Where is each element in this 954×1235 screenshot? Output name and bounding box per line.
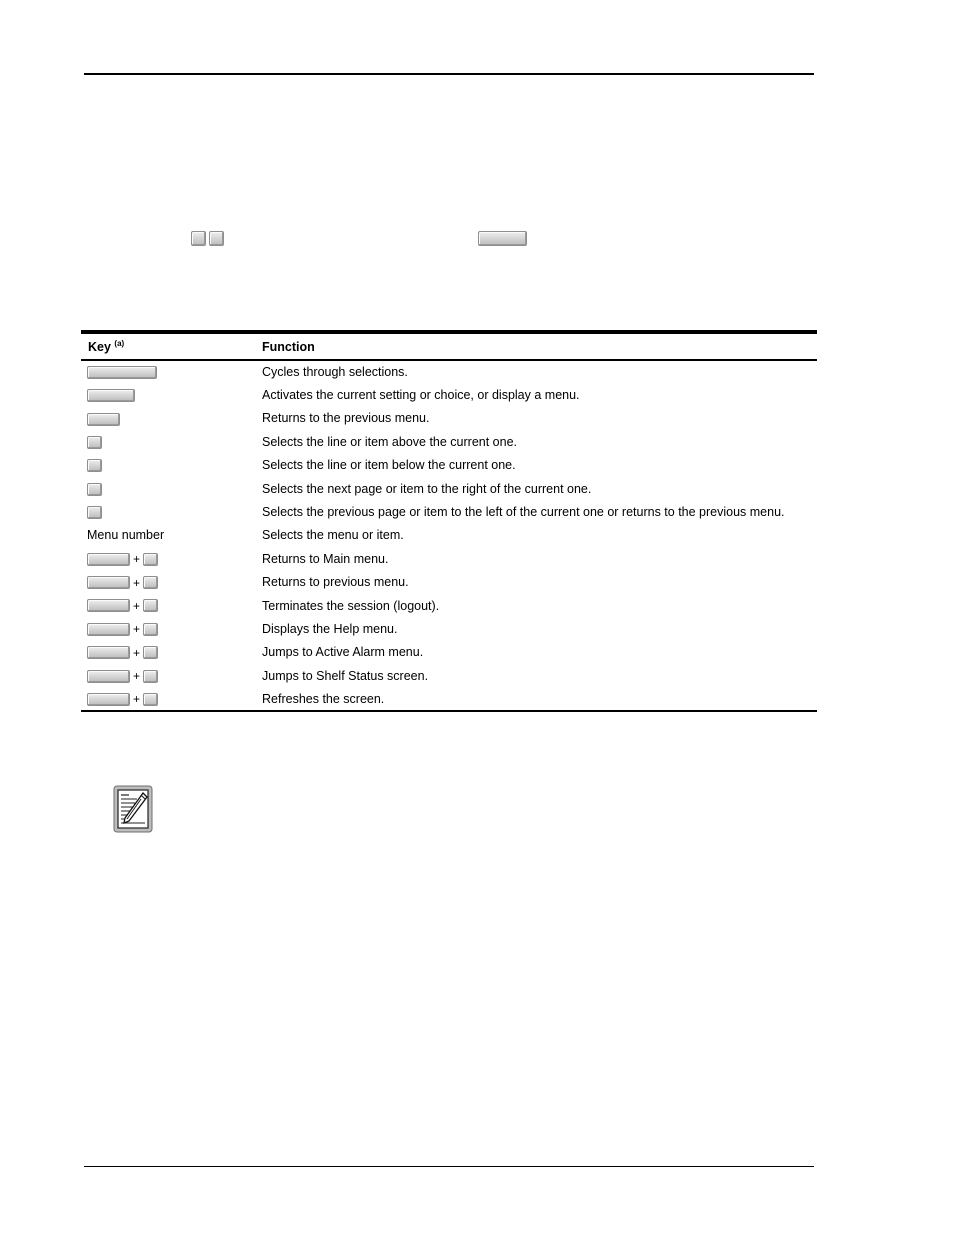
column-header-function: Function bbox=[262, 332, 817, 360]
keycap-icon bbox=[87, 413, 120, 426]
table-row bbox=[81, 383, 817, 406]
plus-sign: + bbox=[133, 645, 141, 660]
table-row bbox=[81, 641, 817, 664]
keycap-icon bbox=[478, 231, 527, 246]
table-row bbox=[81, 477, 817, 500]
function-cell: Returns to the previous menu. bbox=[262, 411, 430, 426]
table-row bbox=[81, 360, 817, 383]
function-cell: Returns to previous menu. bbox=[262, 575, 409, 590]
keycap-icon bbox=[87, 506, 102, 519]
table-row bbox=[81, 617, 817, 640]
function-cell: Jumps to Shelf Status screen. bbox=[262, 668, 429, 683]
keycap-icon bbox=[87, 576, 130, 589]
function-cell: Jumps to Active Alarm menu. bbox=[262, 645, 424, 660]
keycap-icon bbox=[143, 599, 158, 612]
plus-sign: + bbox=[133, 692, 141, 707]
function-cell: Activates the current setting or choice, or display a menu. bbox=[262, 388, 580, 403]
plus-sign: + bbox=[133, 575, 141, 590]
keyboard-function-table bbox=[81, 330, 817, 712]
function-cell: Cycles through selections. bbox=[262, 365, 408, 380]
keycap-icon bbox=[87, 366, 157, 379]
function-cell: Selects the line or item below the current one. bbox=[262, 458, 516, 473]
footer-rule bbox=[84, 1166, 814, 1167]
table-row bbox=[81, 547, 817, 570]
keycap-icon bbox=[143, 670, 158, 683]
plus-sign: + bbox=[133, 622, 141, 637]
table-row bbox=[81, 571, 817, 594]
keycap-icon bbox=[87, 623, 130, 636]
function-cell: Selects the previous page or item to the left of the current one or returns to the previous menu. bbox=[262, 505, 785, 520]
keycap-icon bbox=[87, 553, 130, 566]
function-cell: Displays the Help menu. bbox=[262, 621, 398, 636]
keycap-icon bbox=[143, 646, 158, 659]
note-pencil-icon bbox=[113, 785, 153, 833]
keycap-icon bbox=[191, 231, 206, 246]
plus-sign: + bbox=[133, 598, 141, 613]
keycap-icon bbox=[87, 459, 102, 472]
column-header-key: Key $^{(a)}$ bbox=[81, 332, 262, 360]
function-cell: Refreshes the screen. bbox=[262, 687, 817, 710]
header-rule bbox=[84, 73, 814, 75]
plus-sign: + bbox=[133, 669, 141, 684]
table-row bbox=[81, 524, 817, 547]
table-row bbox=[81, 594, 817, 617]
footnote-marker: (a) bbox=[114, 339, 125, 348]
function-cell: Selects the next page or item to the right of the current one. bbox=[262, 481, 592, 496]
keycap-icon bbox=[87, 436, 102, 449]
keycap-icon bbox=[87, 483, 102, 496]
keycap-icon bbox=[87, 670, 130, 683]
table-row bbox=[81, 454, 817, 477]
keycap-icon bbox=[87, 599, 130, 612]
table-row bbox=[81, 687, 817, 710]
table-row bbox=[81, 500, 817, 523]
keycap-icon bbox=[143, 576, 158, 589]
keycap-icon bbox=[143, 553, 158, 566]
table-header-row bbox=[81, 332, 817, 360]
function-cell: Returns to Main menu. bbox=[262, 551, 389, 566]
table-row bbox=[81, 664, 817, 687]
keycap-icon bbox=[87, 693, 130, 706]
keycap-icon bbox=[87, 646, 130, 659]
key-text-cell: Menu number bbox=[87, 528, 165, 543]
function-cell: Selects the menu or item. bbox=[262, 528, 404, 543]
plus-sign: + bbox=[133, 552, 141, 567]
table-row bbox=[81, 407, 817, 430]
function-cell: Selects the line or item above the current one. bbox=[262, 434, 518, 449]
keycap-icon bbox=[209, 231, 224, 246]
table-row bbox=[81, 430, 817, 453]
keycap-icon bbox=[87, 389, 135, 402]
function-cell: Terminates the session (logout). bbox=[262, 598, 440, 613]
keycap-icon bbox=[143, 693, 158, 706]
keycap-icon bbox=[143, 623, 158, 636]
